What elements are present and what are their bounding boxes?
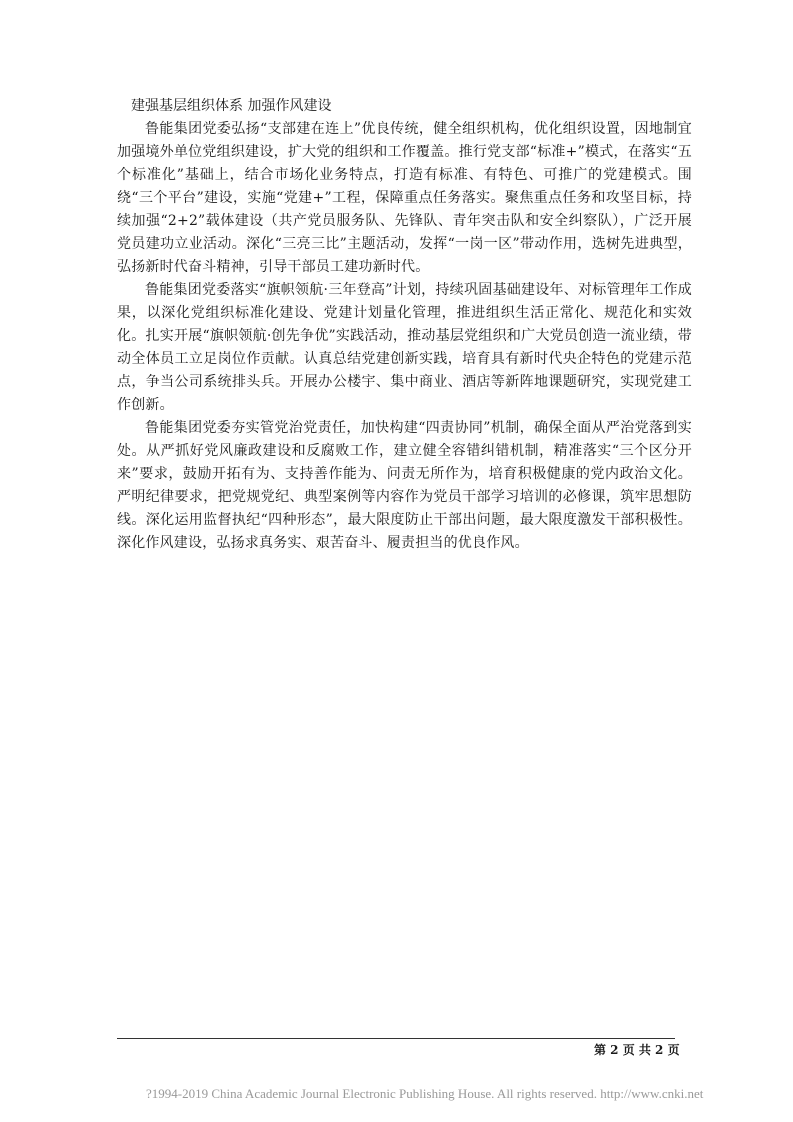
copyright-notice: ?1994-2019 China Academic Journal Electronic Publishing House. All rights reserved. http://www.cnki.net [146,1086,704,1101]
section-heading: 建强基层组织体系 加强作风建设 [131,98,332,114]
paragraph-flag-leadership: 鲁能集团党委落实“旗帜领航·三年登高”计划，持续巩固基础建设年、对标管理年工作成果，以深化党组织标准化建设、党建计划量化管理，推进组织生活正常化、规范化和实效化。扎实开展“旗帜领航·创先争优”实践活动，推动基层党组织和广大党员创造一流业绩，带动全体员工立足岗位作贡献。认真总结党建创新实践，培育具有新时代央企特色的党建示范点，争当公司系统排头兵。开展办公楼宇、集中商业、酒店等新阵地课题研究，实现党建工作创新。 [117,282,692,413]
article-body [117,95,692,555]
paragraph-organization: 鲁能集团党委弘扬“支部建在连上”优良传统，健全组织机构，优化组织设置，因地制宜加强境外单位党组织建设，扩大党的组织和工作覆盖。推行党支部“标准+”模式，在落实“五个标准化”基础上，结合市场化业务特点，打造有标准、有特色、可推广的党建模式。围绕“三个平台”建设，实施“党建+”工程，保障重点任务落实。聚焦重点任务和攻坚目标，持续加强“2+2”载体建设（共产党员服务队、先锋队、青年突击队和安全纠察队），广泛开展党员建功立业活动。深化“三亮三比”主题活动，发挥“一岗一区”带动作用，选树先进典型，弘扬新时代奋斗精神，引导干部员工建功新时代。 [117,121,692,275]
footer-divider [117,1038,675,1039]
page-number: 第 2 页 共 2 页 [594,1043,680,1057]
paragraph-party-discipline: 鲁能集团党委夯实管党治党责任，加快构建“四责协同”机制，确保全面从严治党落到实处。从严抓好党风廉政建设和反腐败工作，建立健全容错纠错机制，精准落实“三个区分开来”要求，鼓励开拓有为、支持善作能为、问责无所作为，培育积极健康的党内政治文化。严明纪律要求，把党规党纪、典型案例等内容作为党员干部学习培训的必修课，筑牢思想防线。深化运用监督执纪“四种形态”，最大限度防止干部出问题，最大限度激发干部积极性。深化作风建设，弘扬求真务实、艰苦奋斗、履责担当的优良作风。 [117,420,692,551]
